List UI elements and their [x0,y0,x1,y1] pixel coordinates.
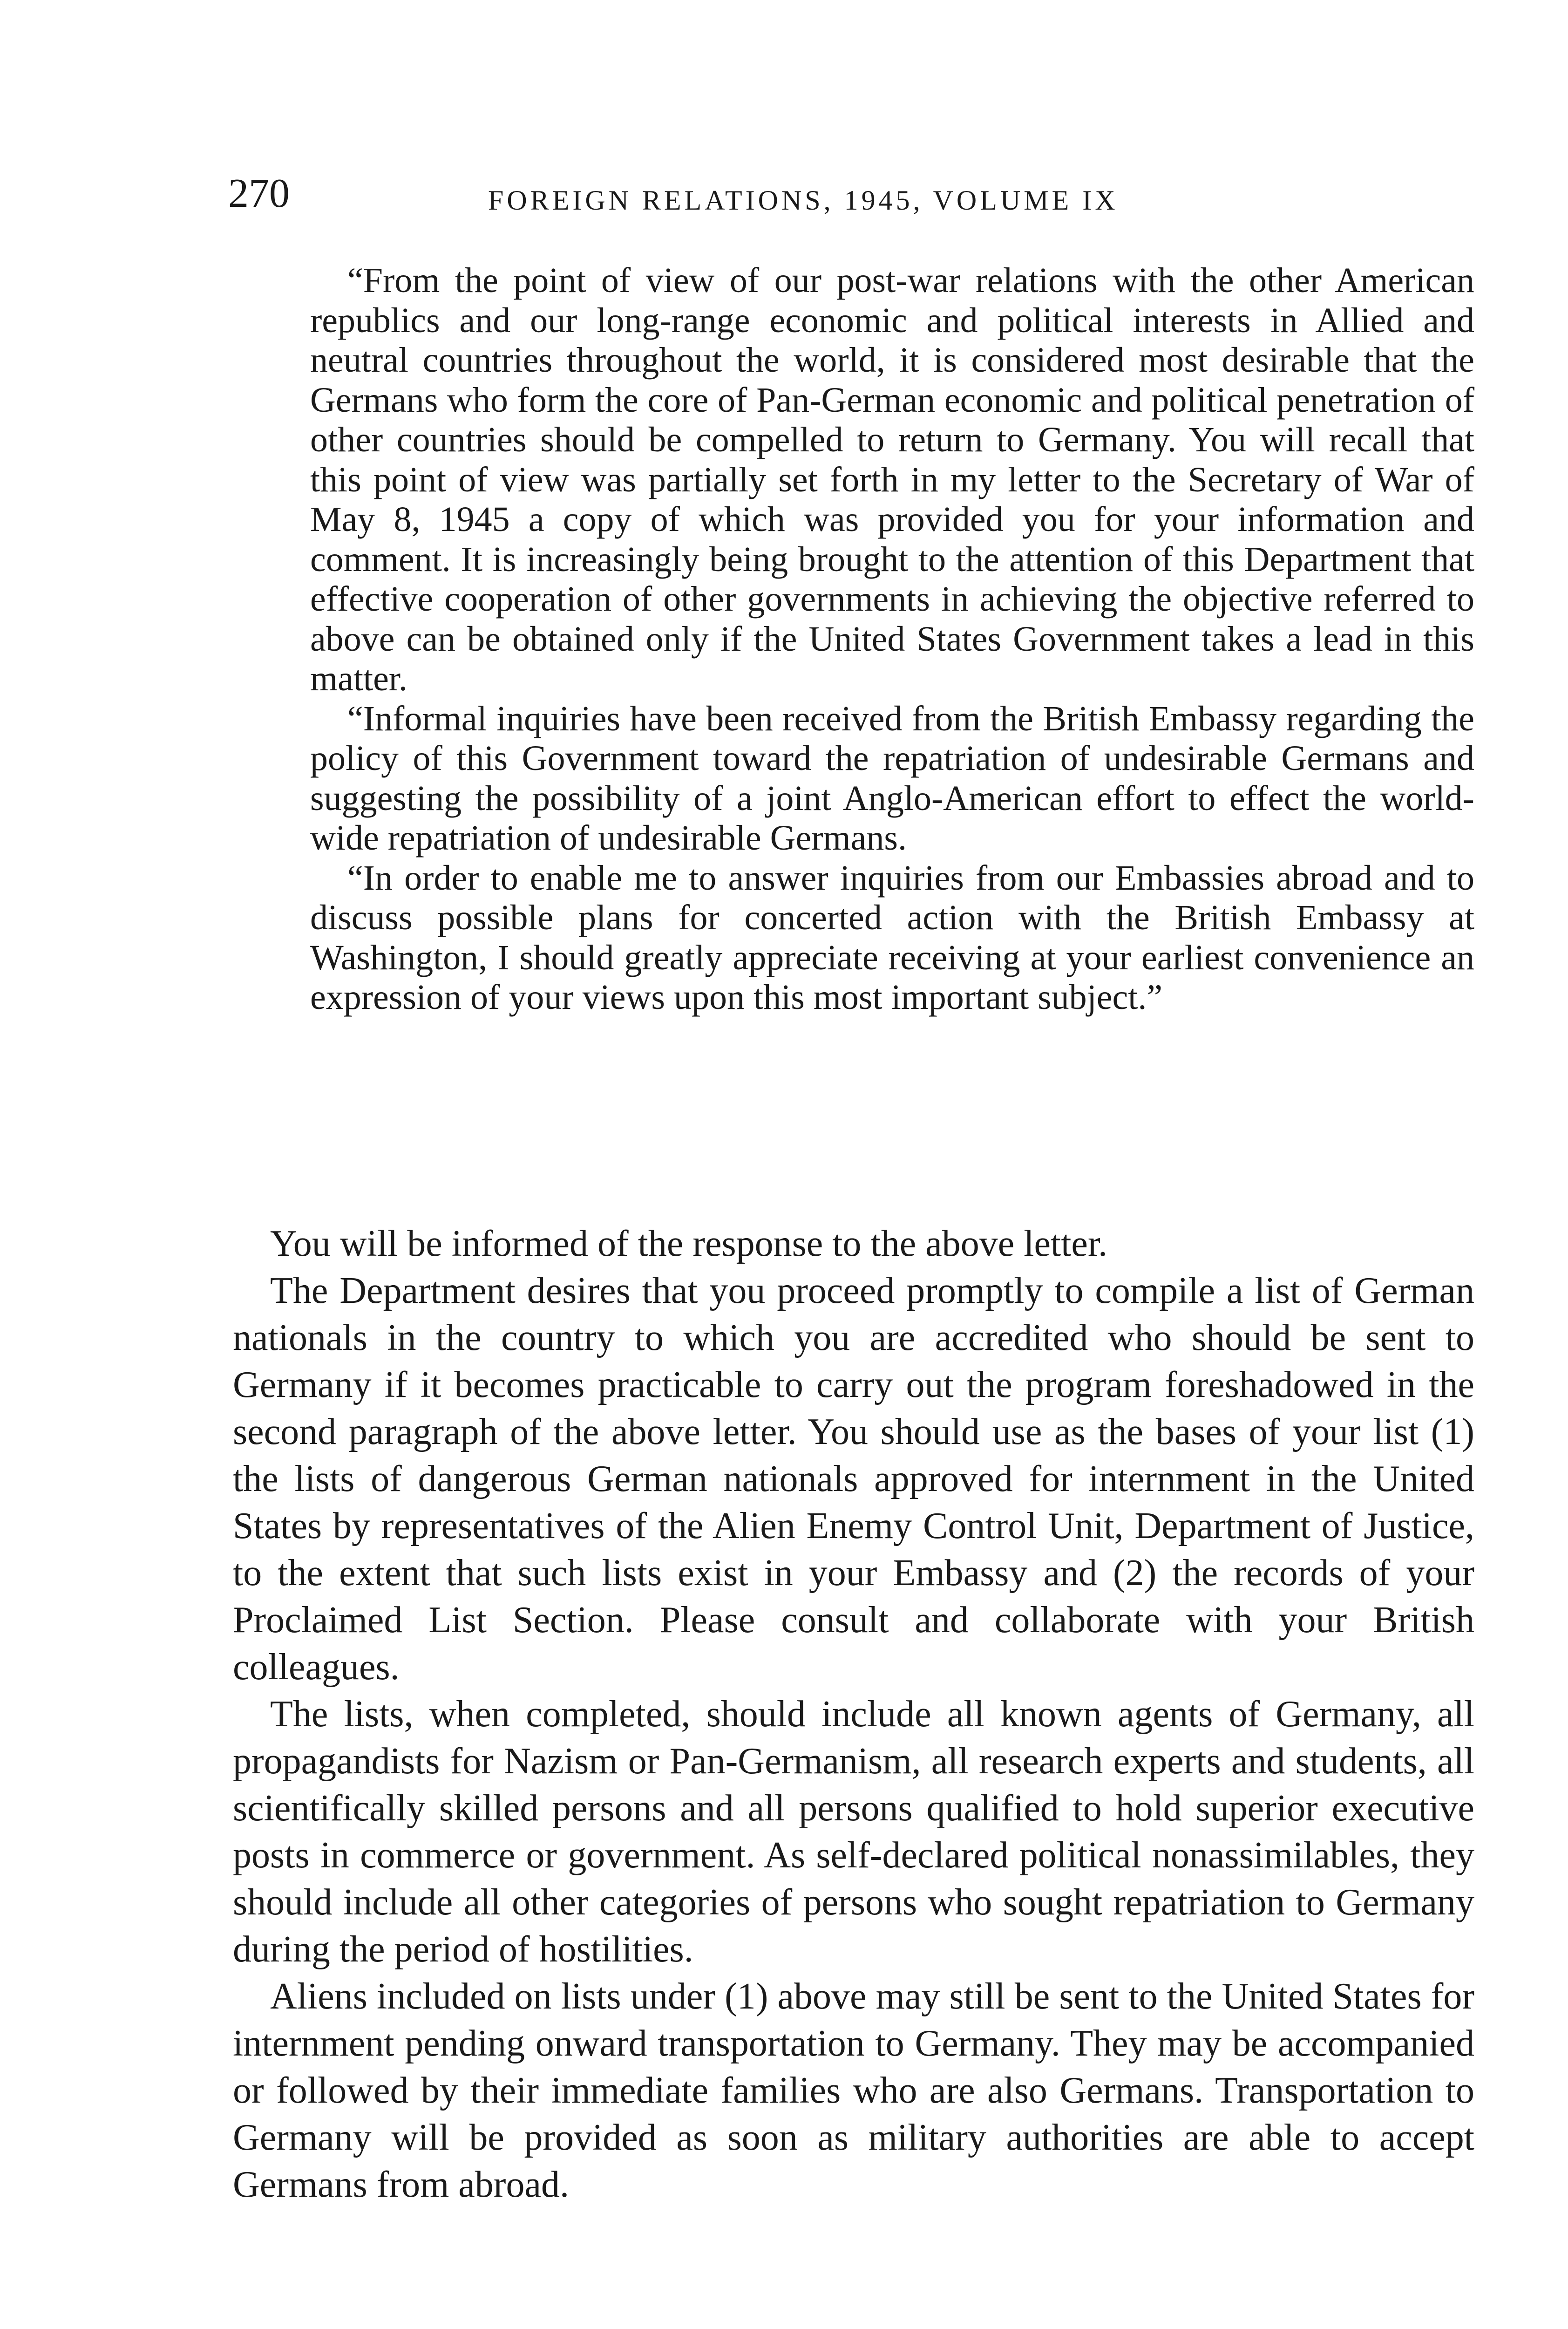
quoted-letter [310,261,1474,1018]
body-paragraph: Aliens included on lists under (1) above may still be sent to the United States for internment pending onward transportation to Germany. They may be accompanied or followed by their immediate families who are also Germans. Transportation to Germany will be provided as soon as military authorities are able to accept Germans from abroad. [233,1976,1474,2205]
body-text [233,1220,1474,2208]
body-paragraph: You will be informed of the response to the above letter. [270,1223,1108,1264]
page-number: 270 [228,171,290,216]
running-head: FOREIGN RELATIONS, 1945, VOLUME IX [488,185,1119,216]
quote-paragraph: “In order to enable me to answer inquiries from our Embassies abroad and to discuss possible plans for concerted action with the British Embassy at Washington, I should greatly appreciate receiving at your earliest convenience an expression of your views upon this most important subject.” [310,858,1474,1017]
quote-paragraph: “Informal inquiries have been received from the British Embassy regarding the policy of this Government toward the repatriation of undesirable Germans and suggesting the possibility of a joint Anglo-American effort to effect the world-wide repatriation of undesirable Germans. [310,699,1474,858]
quote-paragraph: “From the point of view of our post-war relations with the other American republics and our long-range economic and political interests in Allied and neutral countries throughout the world, it is considered most desirable that the Germans who form the core of Pan-German economic and political penetration of other countries should be compelled to return to Germany. You will recall that this point of view was partially set forth in my letter to the Secretary of War of May 8, 1945 a copy of which was provided you for your information and comment. It is increasingly being brought to the attention of this Department that effective cooperation of other governments in achieving the objective referred to above can be obtained only if the United States Government takes a lead in this matter. [310,261,1474,698]
body-paragraph: The Department desires that you proceed promptly to compile a list of German nationals in the country to which you are accredited who should be sent to Germany if it becomes practicable to carry out the program foreshadowed in the second paragraph of the above letter. You should use as the bases of your list (1) the lists of dangerous German nationals approved for internment in the United States by representatives of the Alien Enemy Control Unit, Department of Justice, to the extent that such lists exist in your Embassy and (2) the records of your Proclaimed List Section. Please consult and collaborate with your British colleagues. [233,1270,1474,1688]
body-paragraph: The lists, when completed, should include all known agents of Germany, all propagandists for Nazism or Pan-Germanism, all research experts and students, all scientifically skilled persons and all persons qualified to hold superior executive posts in commerce or government. As self-declared political nonassimilables, they should include all other categories of persons who sought repatriation to Germany during the period of hostilities. [233,1694,1474,1970]
